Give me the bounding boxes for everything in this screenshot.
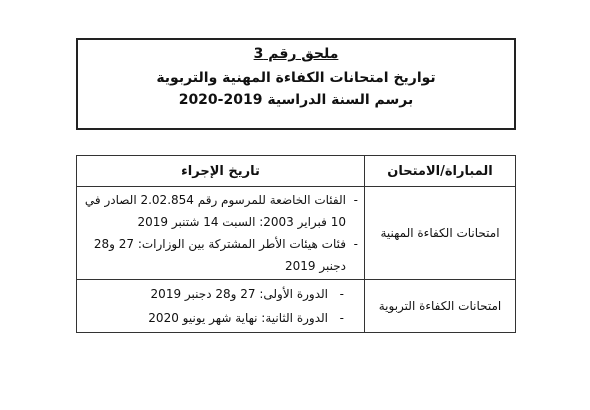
date-item: - الدورة الثانية: نهاية شهر يونيو 2020 (83, 306, 358, 330)
column-header-exam: المباراة/الامتحان (365, 156, 516, 187)
dates-cell (77, 187, 365, 280)
table-row (77, 187, 516, 280)
table-row (77, 280, 516, 333)
document-header (76, 38, 516, 130)
dates-cell (77, 280, 365, 333)
annex-number: ملحق رقم 3 (253, 46, 339, 62)
dates-list (83, 282, 358, 330)
document-title: تواريخ امتحانات الكفاءة المهنية والتربوية (156, 70, 436, 86)
date-item: - الفئات الخاضعة للمرسوم رقم 2.02.854 الصادر في 10 فبراير 2003: السبت 14 شتنبر 2019 (83, 189, 358, 233)
table-header-row (77, 156, 516, 187)
exam-name-cell: امتحانات الكفاءة المهنية (365, 187, 516, 280)
date-item: - فئات هيئات الأطر المشتركة بين الوزارات: 27 و28 دجنبر 2019 (83, 233, 358, 277)
date-item: - الدورة الأولى: 27 و28 دجنبر 2019 (83, 282, 358, 306)
column-header-date: تاريخ الإجراء (77, 156, 365, 187)
exam-name-cell: امتحانات الكفاءة التربوية (365, 280, 516, 333)
document-subtitle: برسم السنة الدراسية 2019-2020 (178, 92, 414, 108)
exam-dates-table (76, 155, 516, 333)
dates-list (83, 189, 358, 277)
